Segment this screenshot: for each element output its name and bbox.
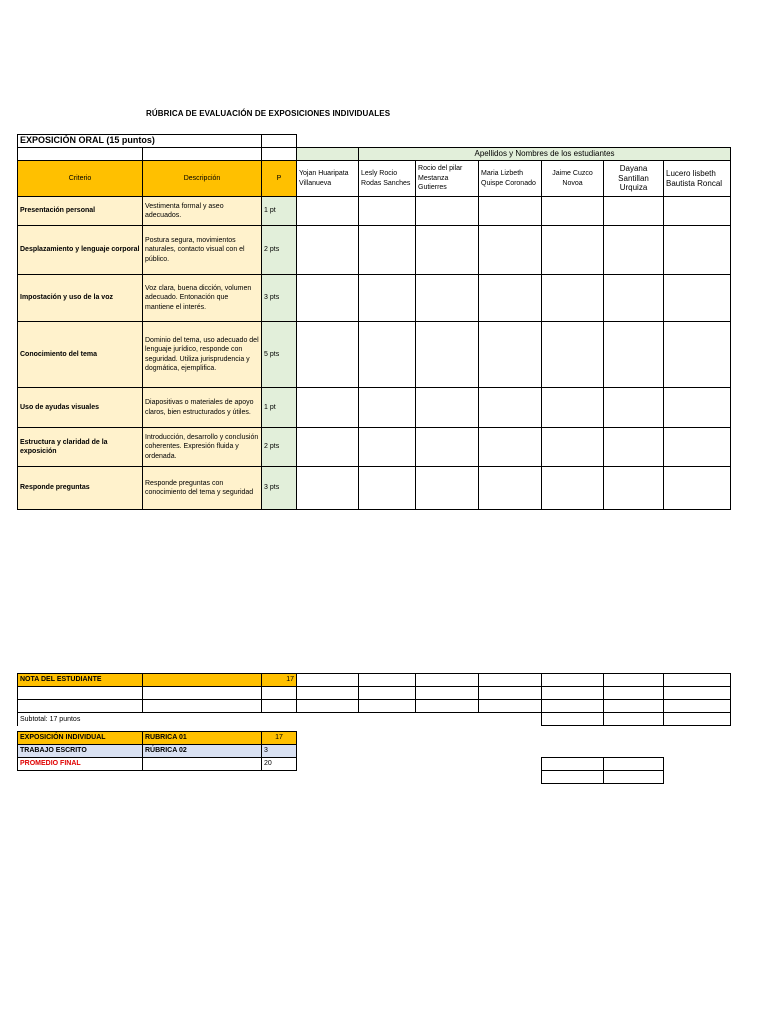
empty-cell xyxy=(262,700,297,713)
criterio-cell: Presentación personal xyxy=(18,197,143,226)
grade-cell[interactable] xyxy=(542,428,604,467)
table-row xyxy=(18,275,731,322)
promedio-row xyxy=(18,758,731,771)
grade-cell[interactable] xyxy=(604,388,664,428)
criterio-cell: Estructura y claridad de la exposición xyxy=(18,428,143,467)
table-row xyxy=(18,388,731,428)
grade-cell[interactable] xyxy=(542,322,604,388)
empty-cell xyxy=(416,700,479,713)
empty-cell xyxy=(359,700,416,713)
promedio-label: PROMEDIO FINAL xyxy=(18,758,143,771)
grade-cell[interactable] xyxy=(664,467,731,510)
descripcion-cell: Postura segura, movimientos naturales, contacto visual con el público. xyxy=(143,226,262,275)
descripcion-cell: Vestimenta formal y aseo adecuados. xyxy=(143,197,262,226)
grade-cell[interactable] xyxy=(604,275,664,322)
expo-rubrica: RUBRICA 01 xyxy=(143,732,262,745)
trabajo-label: TRABAJO ESCRITO xyxy=(18,745,143,758)
empty-cell xyxy=(359,687,416,700)
empty-cell xyxy=(262,687,297,700)
grade-cell[interactable] xyxy=(664,322,731,388)
expo-row xyxy=(18,732,731,745)
empty-cell xyxy=(604,700,664,713)
empty-cell xyxy=(542,713,604,726)
grade-cell[interactable] xyxy=(359,275,416,322)
grade-cell[interactable] xyxy=(416,226,479,275)
descripcion-cell: Diapositivas o materiales de apoyo claros, bien estructurados y útiles. xyxy=(143,388,262,428)
points-cell: 2 pts xyxy=(262,428,297,467)
grade-cell[interactable] xyxy=(664,388,731,428)
grade-cell[interactable] xyxy=(604,428,664,467)
grade-cell[interactable] xyxy=(359,428,416,467)
grade-cell[interactable] xyxy=(479,467,542,510)
grade-cell[interactable] xyxy=(479,674,542,687)
grade-cell[interactable] xyxy=(664,275,731,322)
expo-value: 17 xyxy=(262,732,297,745)
grade-cell[interactable] xyxy=(416,275,479,322)
grade-cell[interactable] xyxy=(359,197,416,226)
trabajo-rubrica: RÚBRICA 02 xyxy=(143,745,262,758)
grade-cell[interactable] xyxy=(664,226,731,275)
table-row xyxy=(18,197,731,226)
student-name: Lesly Rocio Rodas Sanches xyxy=(359,161,416,197)
grade-cell[interactable] xyxy=(359,226,416,275)
criterio-cell: Impostación y uso de la voz xyxy=(18,275,143,322)
grade-cell[interactable] xyxy=(542,467,604,510)
grade-cell[interactable] xyxy=(542,275,604,322)
grade-cell[interactable] xyxy=(416,197,479,226)
subtotal-text: Subtotal: 17 puntos xyxy=(18,713,297,726)
empty-cell xyxy=(542,687,604,700)
empty-cell xyxy=(604,687,664,700)
points-cell: 5 pts xyxy=(262,322,297,388)
grade-cell[interactable] xyxy=(479,197,542,226)
grade-cell[interactable] xyxy=(359,674,416,687)
grade-cell[interactable] xyxy=(479,226,542,275)
col-p: P xyxy=(262,161,297,197)
empty-cell xyxy=(479,687,542,700)
points-cell: 2 pts xyxy=(262,226,297,275)
student-name: Jaime Cuzco Novoa xyxy=(542,161,604,197)
grade-cell[interactable] xyxy=(416,322,479,388)
grade-cell[interactable] xyxy=(664,197,731,226)
empty-cell xyxy=(664,687,731,700)
grade-cell[interactable] xyxy=(604,467,664,510)
rubric-table xyxy=(17,134,731,510)
expo-label: EXPOSICIÓN INDIVIDUAL xyxy=(18,732,143,745)
grade-cell[interactable] xyxy=(604,197,664,226)
nota-value: 17 xyxy=(262,674,297,687)
empty-cell xyxy=(604,771,664,784)
descripcion-cell: Responde preguntas con conocimiento del tema y seguridad xyxy=(143,467,262,510)
grade-cell[interactable] xyxy=(297,197,359,226)
grade-cell[interactable] xyxy=(604,674,664,687)
header-row xyxy=(18,161,731,197)
points-cell: 3 pts xyxy=(262,275,297,322)
grade-cell[interactable] xyxy=(479,388,542,428)
grade-cell[interactable] xyxy=(664,428,731,467)
empty-cell xyxy=(143,148,262,161)
empty-cell xyxy=(664,713,731,726)
table-row xyxy=(18,467,731,510)
empty-cell xyxy=(297,700,359,713)
empty-cell xyxy=(18,700,143,713)
promedio-value: 20 xyxy=(262,758,297,771)
col-criterio: Criterio xyxy=(18,161,143,197)
empty-cell xyxy=(18,687,143,700)
grade-cell[interactable] xyxy=(479,428,542,467)
empty-cell xyxy=(262,148,297,161)
students-header: Apellidos y Nombres de los estudiantes xyxy=(359,148,731,161)
grade-cell[interactable] xyxy=(542,674,604,687)
grade-cell[interactable] xyxy=(359,322,416,388)
descripcion-cell: Introducción, desarrollo y conclusión coherentes. Expresión fluida y ordenada. xyxy=(143,428,262,467)
grade-cell[interactable] xyxy=(542,388,604,428)
grade-cell[interactable] xyxy=(416,674,479,687)
col-descripcion: Descripción xyxy=(143,161,262,197)
grade-cell[interactable] xyxy=(359,388,416,428)
grade-cell[interactable] xyxy=(297,467,359,510)
grade-cell[interactable] xyxy=(297,674,359,687)
empty-cell xyxy=(143,674,262,687)
grade-cell[interactable] xyxy=(297,226,359,275)
grade-cell[interactable] xyxy=(479,275,542,322)
grade-cell[interactable] xyxy=(297,388,359,428)
points-cell: 1 pt xyxy=(262,388,297,428)
table-row xyxy=(18,428,731,467)
nota-label: NOTA DEL ESTUDIANTE xyxy=(18,674,143,687)
grade-cell[interactable] xyxy=(359,467,416,510)
empty-cell xyxy=(143,700,262,713)
empty-cell xyxy=(604,713,664,726)
student-name: Yojan Huaripata Villanueva xyxy=(297,161,359,197)
student-name: Rocio del pilar Mestanza Gutierres xyxy=(416,161,479,197)
table-row xyxy=(18,226,731,275)
empty-cell xyxy=(664,700,731,713)
student-name: Dayana Santillan Urquiza xyxy=(604,161,664,197)
empty-cell xyxy=(479,700,542,713)
empty-cell xyxy=(542,758,604,771)
grade-cell[interactable] xyxy=(604,226,664,275)
empty-cell xyxy=(143,687,262,700)
grade-cell[interactable] xyxy=(416,428,479,467)
criterio-cell: Desplazamiento y lenguaje corporal xyxy=(18,226,143,275)
section-title: EXPOSICIÓN ORAL (15 puntos) xyxy=(18,135,262,148)
blank-area xyxy=(297,135,731,148)
grade-cell[interactable] xyxy=(542,197,604,226)
descripcion-cell: Dominio del tema, uso adecuado del lenguaje jurídico, responde con seguridad. Utiliza jurisprudencia y dogmática, ejemplifica. xyxy=(143,322,262,388)
empty-cell xyxy=(542,771,604,784)
empty-cell xyxy=(262,135,297,148)
trabajo-value: 3 xyxy=(262,745,297,758)
grade-cell[interactable] xyxy=(542,226,604,275)
empty-cell xyxy=(542,700,604,713)
grade-cell[interactable] xyxy=(297,428,359,467)
empty-cell xyxy=(604,758,664,771)
summary-table xyxy=(17,673,731,784)
nota-row xyxy=(18,674,731,687)
table-row xyxy=(18,322,731,388)
points-cell: 1 pt xyxy=(262,197,297,226)
empty-cell xyxy=(297,148,359,161)
student-name: Lucero lisbeth Bautista Roncal xyxy=(664,161,731,197)
grade-cell[interactable] xyxy=(479,322,542,388)
trabajo-row xyxy=(18,745,731,758)
grade-cell[interactable] xyxy=(604,322,664,388)
empty-cell xyxy=(297,687,359,700)
points-cell: 3 pts xyxy=(262,467,297,510)
empty-cell xyxy=(143,758,262,771)
empty-cell xyxy=(416,687,479,700)
criterio-cell: Uso de ayudas visuales xyxy=(18,388,143,428)
grade-cell[interactable] xyxy=(297,322,359,388)
grade-cell[interactable] xyxy=(664,674,731,687)
grade-cell[interactable] xyxy=(297,275,359,322)
empty-cell xyxy=(18,148,143,161)
document-title: RÚBRICA DE EVALUACIÓN DE EXPOSICIONES INDIVIDUALES xyxy=(146,109,391,118)
grade-cell[interactable] xyxy=(416,388,479,428)
student-name: Maria Lizbeth Quispe Coronado xyxy=(479,161,542,197)
grade-cell[interactable] xyxy=(416,467,479,510)
criterio-cell: Conocimiento del tema xyxy=(18,322,143,388)
descripcion-cell: Voz clara, buena dicción, volumen adecuado. Entonación que mantiene el interés. xyxy=(143,275,262,322)
criterio-cell: Responde preguntas xyxy=(18,467,143,510)
